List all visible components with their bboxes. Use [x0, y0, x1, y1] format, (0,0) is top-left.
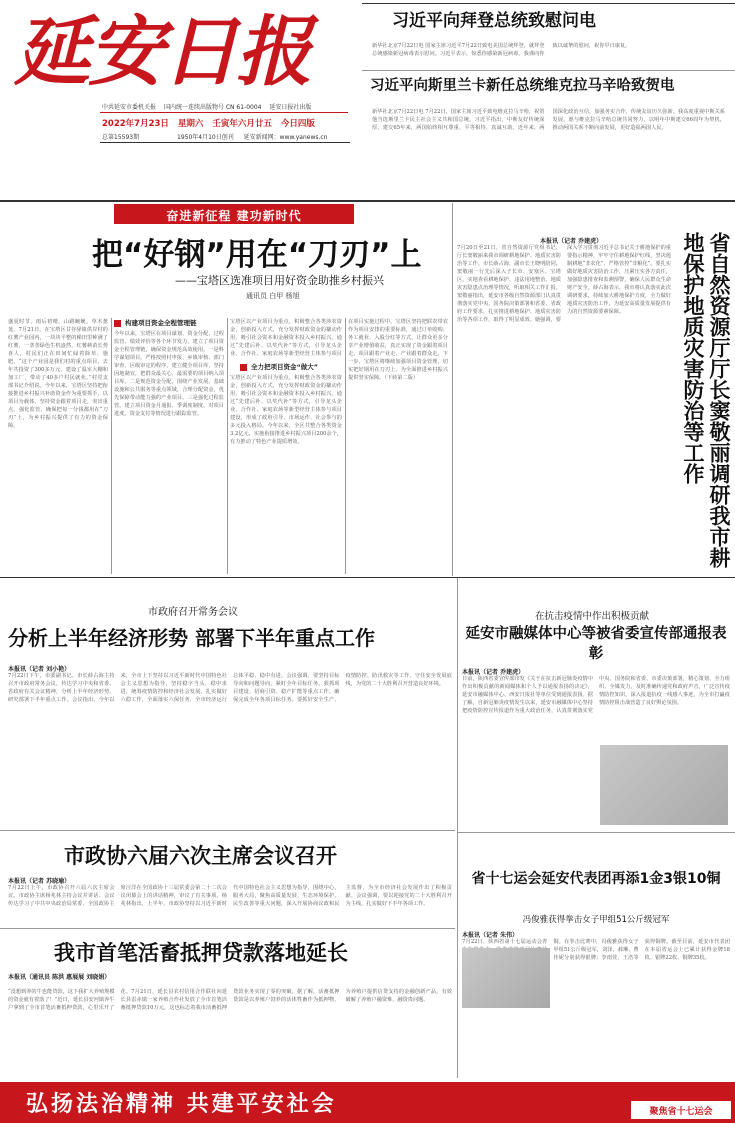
- vertical-body: 7月20日至21日，省自然资源厅党组书记、厅长窦敬丽来我市调研耕地保护、地质灾害防治等工作。市长薛占海，副市长王晓明陪同。窦敬丽一行先后深入子长市、安塞区、宝塔区，实地查看耕地保护、违法用地整治、地质灾害隐患点治理等情况，听取相关工作汇报。窦敬丽指出，延安市各级自然资源部门认真贯彻落实党中央、国务院决策部署和省委、省政府工作要求，扎实推进耕地保护、地质灾害防治等各项工作，取得了明显成效。她强调，要深入学习贯彻习近平总书记关于耕地保护的重要指示精神，牢牢守住耕地保护红线，坚决遏制耕地“非农化”、严格管控“非粮化”。要扎实做好地质灾害防治工作，压紧压实各方责任，加强隐患排查和监测预警，确保人民群众生命财产安全。薛占海表示，我市将认真落实此次调研要求，持续加大耕地保护力度，全力做好地质灾害防治工作，为延安高质量发展提供有力的自然资源要素保障。: [457, 245, 671, 323]
- right-bottom-byline2: 本报讯（记者 朱伟）: [462, 932, 519, 939]
- story3-byline: 本报讯（记者 苏晓瑜）: [8, 878, 71, 885]
- pages: 今日四版: [280, 119, 315, 129]
- lead-col1: 盛夏时节，雨后初晴，山路蜿蜒，草木葱茏。7月21日，在宝塔区甘谷驿镇供岸村的红薯产业园内，一块块平整的梯田里种满了红薯，一垄垄绿色生机盎然，红薯秧苗长势喜人，村民们正在田间忙碌着除草、施肥。“这个产业园是我们村的重点项目，去年共投资了300多万元，建设了温室大棚和加工厂，带动了40多户村民就业。”村党支部书记介绍说。今年以来，宝塔区坚持把衔接推进乡村振兴补助资金作为重要抓手，以项目为载体，坚持资金跟着项目走，突出重点、强化监管，确保把每一分钱都用在“刀刃”上，为乡村振兴提供了有力的资金保障。: [8, 319, 108, 429]
- lead-byline: 通讯员 白甲 杨旭: [246, 292, 300, 300]
- right-bottom-subtitle2: 冯俊雅获得拳击女子甲组51公斤级冠军: [522, 915, 670, 925]
- lead-subhead2: 全力把项目资金“做大”: [240, 362, 342, 371]
- right-bottom-title2-text: 省十七运会延安代表团再添1金3银10铜: [471, 871, 721, 887]
- dateline: [102, 117, 315, 129]
- lead-biden: 新华社北京7月22日电 国家主席习近平7月22日致电美国总统拜登，就拜登总统感染新冠病毒表示慰问。习近平表示，惊悉你感染新冠病毒，我谨向你致以诚挚的慰问，祝你早日康复。: [372, 43, 631, 57]
- top-right-news: [362, 0, 735, 200]
- footer-tag: [630, 1100, 732, 1120]
- footer-slogan-bar: [0, 1082, 735, 1123]
- right-bottom-body2: 7月22日，陕西省第十七届运动会青 铜。在拳击比赛中，冯俊雅获得女子甲组51公斤级冠军，刘泽、郝琳、曹佳妮分别获得银牌；李雨萱、王浩等获得铜牌。截至目前，延安市代表团在本届省运会上已累计获得金牌18枚、银牌22枚、铜牌35枚。: [462, 939, 730, 961]
- footer-slogan: 弘扬法治精神 共建平安社会: [26, 1092, 337, 1117]
- story2-byline: 本报讯（记者 刘小艳）: [8, 666, 71, 673]
- right-bottom-byline: 本报讯（记者 乔建虎）: [462, 669, 525, 676]
- lead-subhead1: 构建项目资金全程管理链: [114, 318, 224, 327]
- sports-photo: [462, 948, 550, 1008]
- story4-body: “没想到养的牛也能贷款，这下我扩大养殖规模的资金就有着落了！”近日，延长县安河镇养牛户拿到了全市首笔活畜抵押贷款，心里乐开了花。7月21日，延长县农村信用合作联社向延长县雷赤镇一家养殖合作社发放了全市首笔活畜抵押贷款10万元，这也标志着我市活畜抵押贷款业务实现了零的突破。据了解，活畜抵押贷款是以养殖户饲养的活体牲畜作为抵押物，为养殖户提供信贷支持的金融创新产品，有效破解了养殖户融资难、融资贵问题。: [8, 989, 452, 1011]
- vertical-title: 省自然资源厅厅长窦敬丽调研我市耕地保护地质灾害防治等工作: [681, 232, 731, 568]
- right-bottom-title2: [462, 870, 730, 889]
- cn-code: 国内统一连续出版物号 CN 61-0004: [163, 104, 262, 111]
- story2-title: 分析上半年经济形势 部署下半年重点工作: [8, 626, 375, 650]
- lead-col2: 今年以来，宝塔区在项目谋划、资金分配、过程监管、绩效评价等各个环节发力，建立了项目资金全程管理链，确保资金规范高效使用。一是科学谋划项目。严格按照村申报、乡镇审核、部门审查、区级审定的程序，建立健全项目库，坚持因地制宜，把群众最关心、最需要的项目纳入项目库。二是规范资金分配。围绕产业发展、基础设施和公共服务等重点领域，合理分配资金，优先保障带动能力强的产业项目。三是强化过程监管。建立项目资金月通报、季调度制度，对项目进度、资金支付等情况进行跟踪监管。: [114, 331, 224, 417]
- issue-line: [102, 132, 328, 141]
- masthead-info-line: [102, 102, 311, 111]
- right-bottom-body: 日前，陕西省委宣传部印发《关于在抗击新冠肺炎疫情中作出积极贡献的新闻媒体和个人予以通报表扬的决定》，延安市融媒体中心、西安日报社等单位受到通报表扬。据了解，自新冠肺炎疫情发生以来，延安市融媒体中心坚持把疫情防控宣传报道作为重大政治任务，认真贯彻落实党中央、国务院和省委、市委决策部署，精心策划、全力组织、全媒发力，及时准确传递党和政府声音，广泛宣传疫情防控知识，深入报道抗疫一线感人事迹，为全市打赢疫情防控阻击战营造了良好舆论氛围。: [462, 676, 730, 714]
- story2-body: 7月22日下午，市委副书记、市长薛占海主持召开市政府常务会议，传达学习中央和省委、省政府有关会议精神，分析上半年经济形势，研究部署下半年重点工作。会议指出，今年以来，全市上下坚持以习近平新时代中国特色社会主义思想为指导，坚持稳字当头、稳中求进，统筹疫情防控和经济社会发展，扎实做好六稳工作，全面落实六保任务，全市经济运行总体平稳、稳中有进。会议强调，要坚持目标导向和问题导向，紧盯全年目标任务，狠抓项目建设、招商引资、稳产扩能等重点工作，确保完成全年各项目标任务。要抓好安全生产、疫情防控、防汛救灾等工作，守住安全发展底线，为党的二十大胜利召开营造良好环境。: [8, 673, 452, 703]
- publisher: 延安日报社出版: [269, 104, 312, 111]
- lead-col4: 在项目实施过程中，宝塔区坚持把联农带农作为项目安排的重要标准，通过订单收购、务工就业、入股分红等方式，让群众更多分享产业增值收益，真正实现了资金跟着项目走、项目跟着产业走、产业跟着群众走。下一步，宝塔区将继续加强项目资金管理，切实把好钢用在刀刃上，为全面推进乡村振兴提供坚实保障。（下转第二版）: [348, 319, 448, 381]
- lead-srilanka: 新华社北京7月22日电 7月22日，国家主席习近平致电维克拉马辛哈，祝贺他当选斯里兰卡民主社会主义共和国总统。习近平指出，中斯友好传统深厚，建交65年来，两国始终相互尊重、平等相待、真诚互助。近年来，两国深化政治互信，加强务实合作，传统友谊历久弥新。我高度重视中斯关系发展，愿与维克拉马辛哈总统共同努力，以明年中斯建交66周年为契机，推动两国关系不断向前发展，更好造福两国人民。: [372, 109, 725, 131]
- vertical-byline: 本报讯（记者 乔建虎）: [540, 238, 603, 245]
- masthead: [0, 0, 362, 200]
- website: 延安新闻网：www.yanews.cn: [243, 134, 328, 141]
- headline-biden: 习近平向拜登总统致慰问电: [392, 11, 596, 31]
- lead-title: 把“好钢”用在“刀刃”上: [92, 237, 422, 273]
- news-photo: [600, 745, 728, 825]
- story3-title: 市政协六届六次主席会议召开: [64, 844, 337, 868]
- sponsor: 中共延安市委机关报: [102, 104, 157, 111]
- lead-subtitle: ——宝塔区选准项目用好资金助推乡村振兴: [175, 274, 384, 287]
- footer-tag-text: 聚焦省十七运会: [649, 1107, 713, 1117]
- story2-kicker: 市政府召开常务会议: [148, 607, 238, 618]
- story3-body: 7月22日上午，市政协召开六届六次主席会议。市政协主席杨兆林主持会议并讲话。会议传达学习了中共中央政治局常委、全国政协主席汪洋在全国政协十三届常委会第二十二次会议闭幕会上的讲话精神，审议了有关事项。杨兆林指出，上半年，市政协坚持以习近平新时代中国特色社会主义思想为指导，围绕中心、服务大局，聚焦高质量发展、生态环境保护、民生改善等重大问题，深入开展协商议政和民主监督，为全市经济社会发展作出了积极贡献。会议强调，要以迎接党的二十大胜利召开为主线，扎实做好下半年各项工作。: [8, 885, 452, 907]
- weekday: 星期六: [177, 119, 204, 129]
- story4-byline: 本报讯（通讯员 陈洪 惠展展 刘晓娟）: [8, 974, 111, 981]
- issue: 总第15593期: [102, 134, 140, 141]
- right-bottom-kicker: 在抗击疫情中作出积极贡献: [535, 611, 650, 622]
- lead-col3b: 宝塔区以产业项目为重点，积极整合各类涉农资金，创新投入方式，充分发挥财政资金的撬动作用，吸引社会资本和金融资本投入乡村振兴。通过“先建后补、以奖代补”等方式，引导龙头企业、合作社、家庭农场等新型经营主体参与项目建设，形成了政府引导、市场运作、社会参与的多元投入格局。今年以来，全区共整合各类资金3.2亿元，实施衔接推进乡村振兴项目200余个，有力推动了特色产业提质增效。: [230, 375, 342, 445]
- right-bottom-title-text: 延安市融媒体中心等被省委宣传部通报表彰: [465, 626, 727, 662]
- banner: [114, 204, 354, 224]
- banner-text: 奋进新征程 建功新时代: [166, 209, 302, 223]
- founded: 1950年4月10日创刊: [177, 134, 234, 141]
- subhead-marker: [240, 364, 247, 371]
- right-bottom-title: [462, 624, 730, 664]
- date: 2022年7月23日: [102, 119, 169, 129]
- lead-col3a: 宝塔区以产业项目为重点，积极整合各类涉农资金，创新投入方式，充分发挥财政资金的撬动作用，吸引社会资本和金融资本投入乡村振兴。通过“先建后补、以奖代补”等方式，引导龙头企业、合作社、家庭农场等新型经营主体参与项目: [230, 319, 342, 357]
- subhead-marker: [114, 320, 121, 327]
- story4-title: 我市首笔活畜抵押贷款落地延长: [54, 941, 348, 965]
- masthead-logo: 延安日报: [14, 7, 310, 96]
- lunar: 壬寅年六月廿五: [212, 119, 272, 129]
- headline-srilanka: 习近平向斯里兰卡新任总统维克拉马辛哈致贺电: [370, 78, 675, 94]
